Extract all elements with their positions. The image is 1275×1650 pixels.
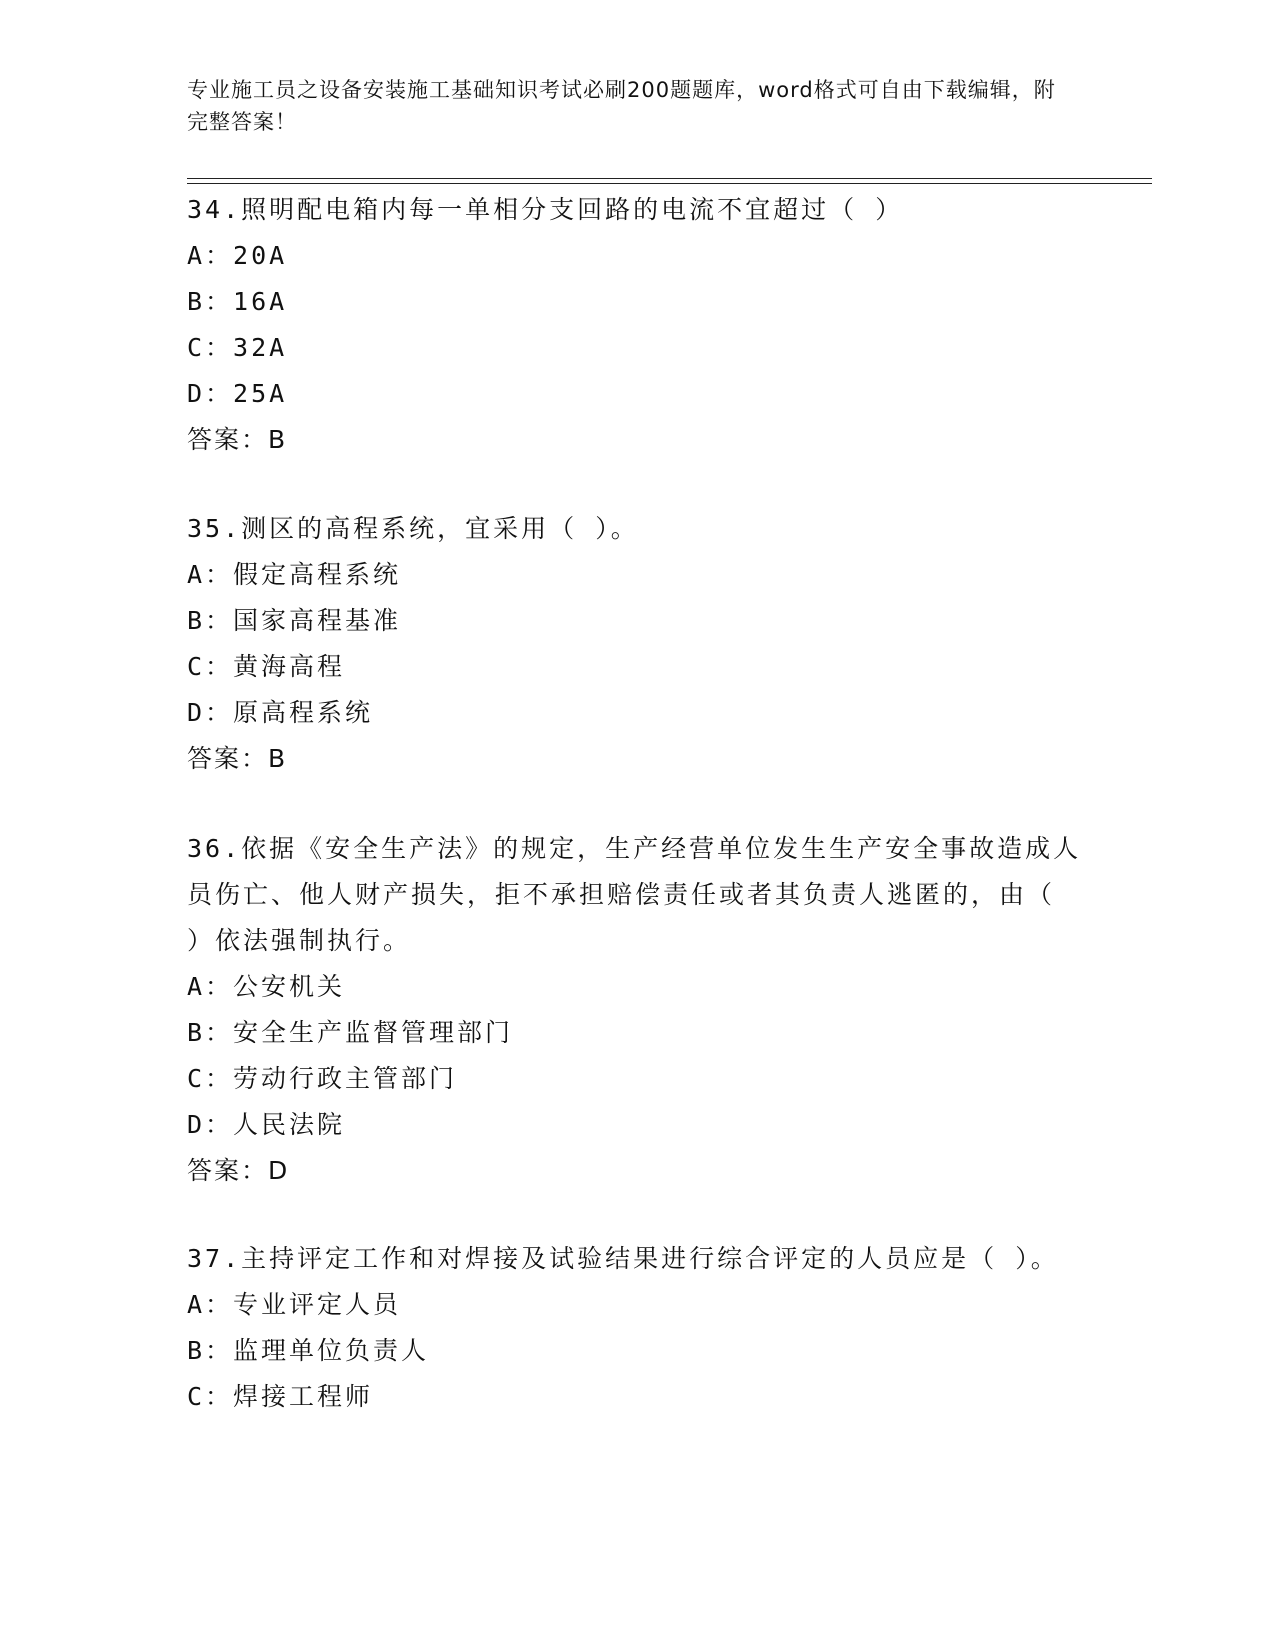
question-stem: 36.依据《安全生产法》的规定，生产经营单位发生生产安全事故造成人员伤亡、他人财产损失，拒不承担赔偿责任或者其负责人逃匿的，由（ ）依法强制执行。 bbox=[187, 834, 1082, 955]
option-b: B：国家高程基准 bbox=[187, 606, 402, 635]
question-stem: 37.主持评定工作和对焊接及试验结果进行综合评定的人员应是（ ）。 bbox=[187, 1244, 1059, 1273]
answer: 答案：B bbox=[187, 744, 288, 773]
option-a: A：公安机关 bbox=[187, 972, 346, 1001]
question-36 bbox=[187, 826, 1087, 1194]
option-c: C：劳动行政主管部门 bbox=[187, 1064, 458, 1093]
option-a: A：假定高程系统 bbox=[187, 560, 402, 589]
question-stem: 35.测区的高程系统，宜采用（ ）。 bbox=[187, 514, 639, 543]
option-a: A：20A bbox=[187, 241, 288, 270]
option-d: D：25A bbox=[187, 379, 288, 408]
header-rule-bottom bbox=[187, 183, 1152, 184]
question-stem: 34.照明配电箱内每一单相分支回路的电流不宜超过（ ） bbox=[187, 195, 904, 224]
header-rule-top bbox=[187, 178, 1152, 179]
option-b: B：安全生产监督管理部门 bbox=[187, 1018, 514, 1047]
question-35 bbox=[187, 506, 1087, 782]
question-37 bbox=[187, 1236, 1087, 1420]
answer: 答案：D bbox=[187, 1156, 290, 1185]
option-a: A：专业评定人员 bbox=[187, 1290, 402, 1319]
document-header: 专业施工员之设备安装施工基础知识考试必刷200题题库，word格式可自由下载编辑，附完整答案！ bbox=[187, 78, 1056, 134]
option-c: C：32A bbox=[187, 333, 288, 362]
answer: 答案：B bbox=[187, 425, 288, 454]
option-d: D：人民法院 bbox=[187, 1110, 346, 1139]
question-34 bbox=[187, 187, 1087, 463]
option-d: D：原高程系统 bbox=[187, 698, 374, 727]
option-c: C：焊接工程师 bbox=[187, 1382, 374, 1411]
option-b: B：监理单位负责人 bbox=[187, 1336, 430, 1365]
option-b: B：16A bbox=[187, 287, 288, 316]
option-c: C：黄海高程 bbox=[187, 652, 346, 681]
